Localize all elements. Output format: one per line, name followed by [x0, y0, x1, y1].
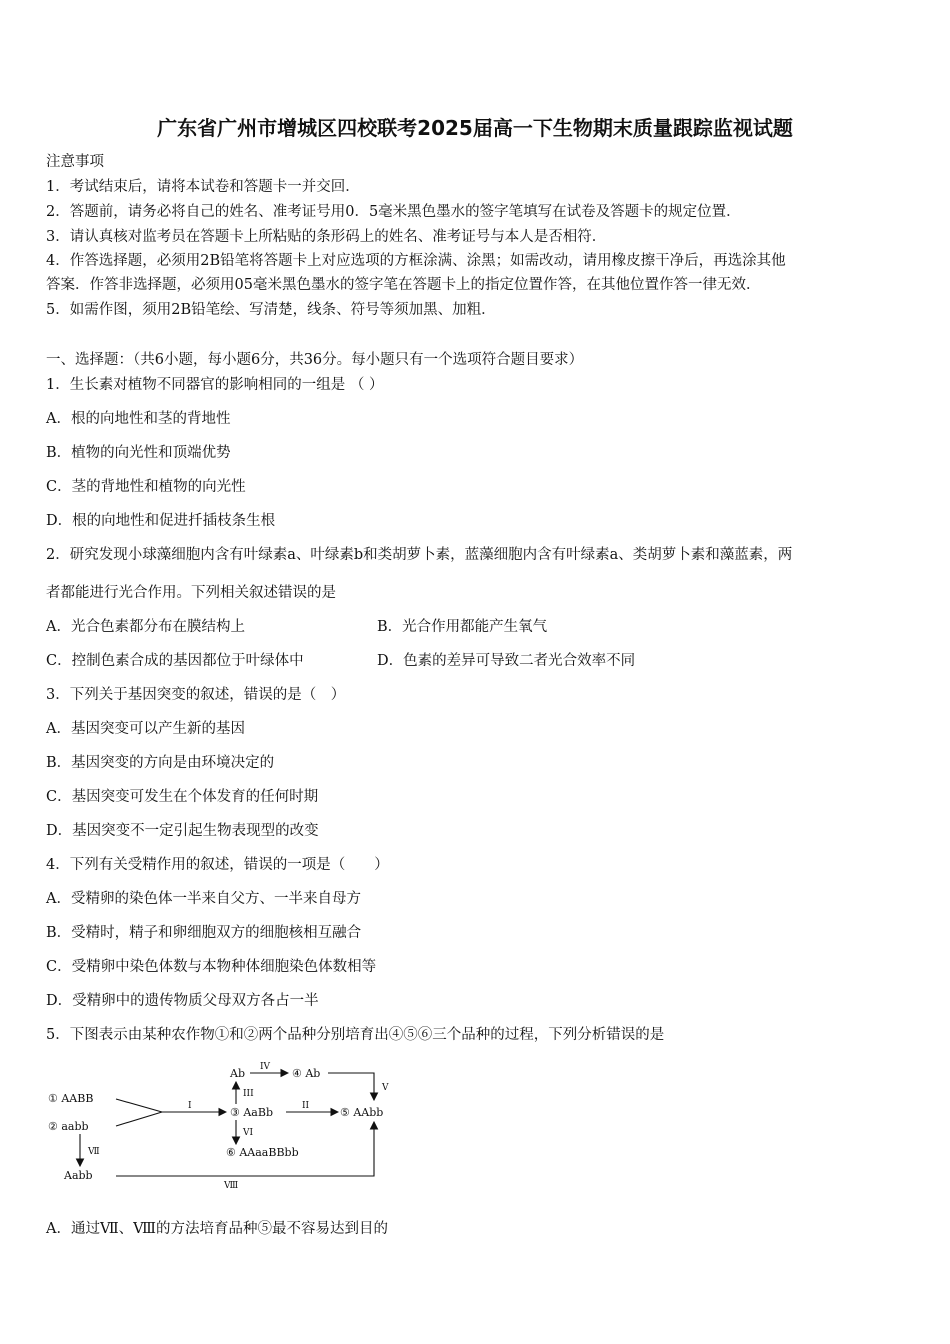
q4-option-a: A．受精卵的染色体一半来自父方、一半来自母方	[46, 891, 361, 907]
q1-option-c: C．茎的背地性和植物的向光性	[46, 479, 246, 495]
q2-option-a: A．光合色素都分布在膜结构上	[46, 619, 245, 635]
label-vii: Ⅶ	[88, 1147, 100, 1157]
breeding-diagram	[44, 1060, 424, 1190]
question-2-stem-line2: 者都能进行光合作用。下列相关叙述错误的是	[46, 585, 336, 601]
label-iii: III	[243, 1089, 254, 1099]
note-item: 4．作答选择题，必须用2B铅笔将答题卡上对应选项的方框涂满、涂黑；如需改动，请用橡皮擦干净后，再选涂其他	[46, 253, 786, 269]
q4-option-d: D．受精卵中的遗传物质父母双方各占一半	[46, 993, 319, 1009]
label-v: V	[382, 1083, 389, 1093]
label-ii: II	[302, 1101, 310, 1111]
arrow-line	[116, 1112, 162, 1126]
q1-option-a: A．根的向地性和茎的背地性	[46, 411, 231, 427]
q1-option-d: D．根的向地性和促进扦插枝条生根	[46, 513, 276, 529]
q3-option-d: D．基因突变不一定引起生物表现型的改变	[46, 823, 319, 839]
label-viii: Ⅷ	[224, 1181, 239, 1190]
note-item: 5．如需作图，须用2B铅笔绘、写清楚，线条、符号等须加黑、加粗．	[46, 302, 496, 318]
q5-option-a: A．通过Ⅶ、Ⅷ的方法培育品种⑤最不容易达到目的	[46, 1221, 389, 1237]
label-iv: IV	[260, 1062, 271, 1072]
node-4: ④ Ab	[292, 1067, 321, 1080]
note-item: 2．答题前，请务必将自己的姓名、准考证号用0．5毫米黑色墨水的签字笔填写在试卷及答题卡的规定位置．	[46, 204, 741, 220]
q3-option-c: C．基因突变可发生在个体发育的任何时期	[46, 789, 319, 805]
arrow-v	[328, 1073, 374, 1100]
notes-heading: 注意事项	[46, 154, 104, 170]
q2-option-b: B．光合作用都能产生氧气	[377, 619, 548, 635]
arrow-line	[116, 1099, 162, 1112]
note-item: 1．考试结束后，请将本试卷和答题卡一并交回．	[46, 179, 360, 195]
label-vi: VI	[243, 1128, 254, 1138]
q1-option-b: B．植物的向光性和顶端优势	[46, 445, 231, 461]
q4-option-b: B．受精时，精子和卵细胞双方的细胞核相互融合	[46, 925, 362, 941]
q4-option-c: C．受精卵中染色体数与本物种体细胞染色体数相等	[46, 959, 377, 975]
node-1: ① AABB	[48, 1092, 94, 1105]
question-3-stem: 3．下列关于基因突变的叙述，错误的是（ ）	[46, 687, 346, 703]
q2-option-d: D．色素的差异可导致二者光合效率不同	[377, 653, 636, 669]
question-4-stem: 4．下列有关受精作用的叙述，错误的一项是（ ）	[46, 857, 389, 873]
question-5-stem: 5．下图表示由某种农作物①和②两个品种分别培育出④⑤⑥三个品种的过程，下列分析错误的是	[46, 1027, 665, 1043]
q3-option-a: A．基因突变可以产生新的基因	[46, 721, 245, 737]
node-ab: Ab	[230, 1067, 245, 1080]
page-title: 广东省广州市增城区四校联考2025届高一下生物期末质量跟踪监视试题	[157, 116, 793, 140]
note-item: 答案．作答非选择题，必须用05毫米黑色墨水的签字笔在答题卡上的指定位置作答，在其他位置作答一律无效．	[46, 277, 761, 293]
q2-option-c: C．控制色素合成的基因都位于叶绿体中	[46, 653, 304, 669]
node-6: ⑥ AAaaBBbb	[226, 1146, 299, 1159]
node-3: ③ AaBb	[230, 1106, 273, 1119]
note-item: 3．请认真核对监考员在答题卡上所粘贴的条形码上的姓名、准考证号与本人是否相符．	[46, 229, 607, 245]
node-aabb: Aabb	[64, 1169, 93, 1182]
question-1-stem: 1．生长素对植物不同器官的影响相同的一组是 （ ）	[46, 377, 384, 393]
node-5: ⑤ AAbb	[340, 1106, 384, 1119]
label-i: I	[188, 1101, 192, 1111]
node-2: ② aabb	[48, 1120, 89, 1133]
question-2-stem-line1: 2．研究发现小球藻细胞内含有叶绿素a、叶绿素b和类胡萝卜素，蓝藻细胞内含有叶绿素a、类胡萝卜素和藻蓝素，两	[46, 547, 793, 563]
q3-option-b: B．基因突变的方向是由环境决定的	[46, 755, 275, 771]
section-heading: 一、选择题：（共6小题，每小题6分，共36分。每小题只有一个选项符合题目要求）	[46, 352, 584, 368]
